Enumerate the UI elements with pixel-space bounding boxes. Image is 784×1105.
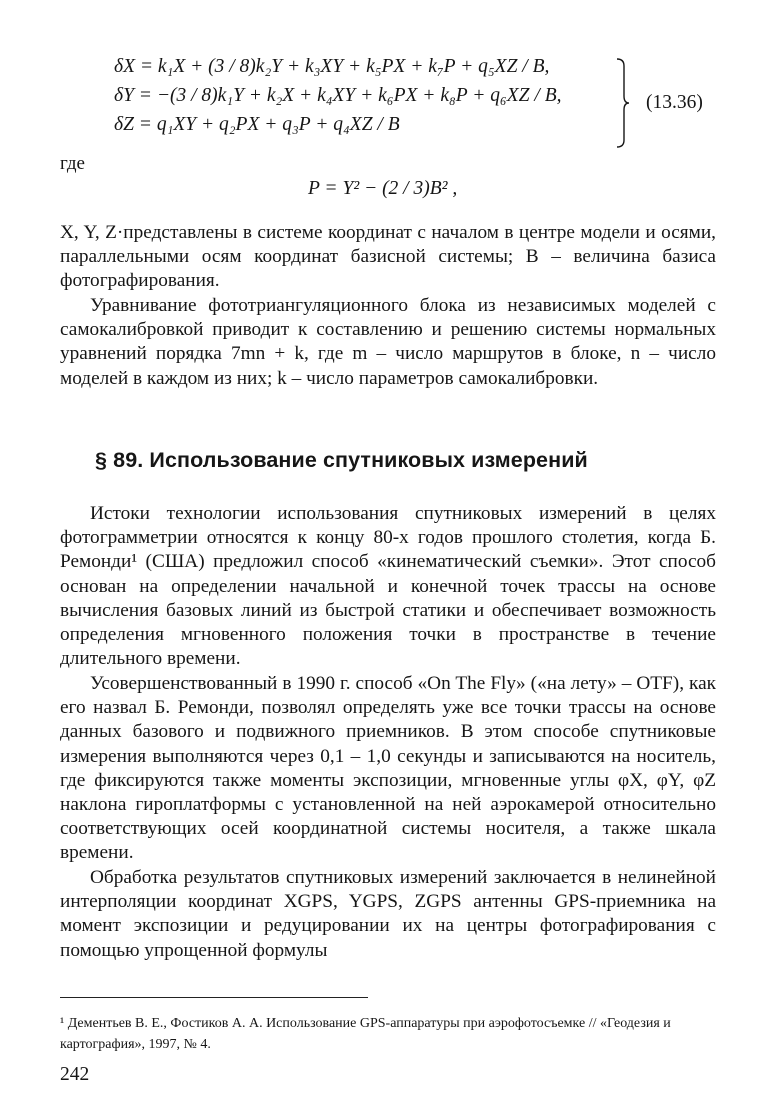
- equation-system: [114, 52, 634, 139]
- section-heading: § 89. Использование спутниковых измерений: [95, 448, 588, 472]
- paragraph-processing: Обработка результатов спутниковых измерений заключается в нелинейной интерполяции координат XGPS, YGPS, ZGPS антенны GPS-приемника на момент экспозиции и редуцировании их на центры фотографирования с помощью упрощенной формулы: [60, 867, 716, 961]
- equation-number: (13.36): [646, 92, 703, 113]
- paragraph-otf: Усовершенствованный в 1990 г. способ «On The Fly» («на лету» – OTF), как его назвал Б. Ремонди, позволял определять уже все точки трассы на основе данных базового и подвижного приемников. В этом способе спутниковые измерения выполняются через 0,1 – 1,0 секунды и записываются на носитель, где фиксируются также моменты экспозиции, мгновенные углы φX, φY, φZ наклона гироплатформы с установленной на ней аэрокамерой относительно соответствующих осей координатной системы носителя, а также шкала времени.: [60, 673, 716, 864]
- footnote: ¹ Дементьев В. Е., Фостиков А. А. Использование GPS-аппаратуры при аэрофотосъемке // «Геодезия и картография», 1997, № 4.: [60, 1016, 671, 1052]
- footnote-divider: [60, 997, 368, 998]
- right-brace-icon: [616, 58, 630, 148]
- formula-p: P = Y² − (2 / 3)B² ,: [308, 178, 458, 199]
- equation-delta-x: δX = k₁X + (3 / 8)k₂Y + k₃XY + k₅PX + k₇P + q₅XZ / B,: [114, 56, 550, 77]
- equation-delta-z: δZ = q₁XY + q₂PX + q₃P + q₄XZ / B: [114, 114, 400, 135]
- page-number: 242: [60, 1064, 90, 1085]
- equation-delta-y: δY = −(3 / 8)k₁Y + k₂X + k₄XY + k₆PX + k₈P + q₆XZ / B,: [114, 85, 562, 106]
- paragraph-origins: Истоки технологии использования спутниковых измерений в целях фотограмметрии относятся к концу 80-х годов прошлого столетия, когда Б. Ремонди¹ (США) предложил способ «кинематический съемки». Этот способ основан на определении начальной и конечной точек трассы на основе вычисления базовых линий из быстрой статики и обеспечивает возможность определения мгновенного положения точки в пространстве в течение длительного времени.: [60, 503, 716, 670]
- paragraph-adjustment: Уравнивание фототриангуляционного блока из независимых моделей с самокалибровкой приводит к составлению и решению системы нормальных уравнений порядка 7mn + k, где m – число маршрутов в блоке, n – число моделей в каждом из них; k – число параметров самокалибровки.: [60, 295, 716, 389]
- where-label: где: [60, 153, 85, 174]
- paragraph-variables: X, Y, Z·представлены в системе координат с началом в центре модели и осями, параллельными осям координат базисной системы; B – величина базиса фотографирования.: [60, 222, 716, 292]
